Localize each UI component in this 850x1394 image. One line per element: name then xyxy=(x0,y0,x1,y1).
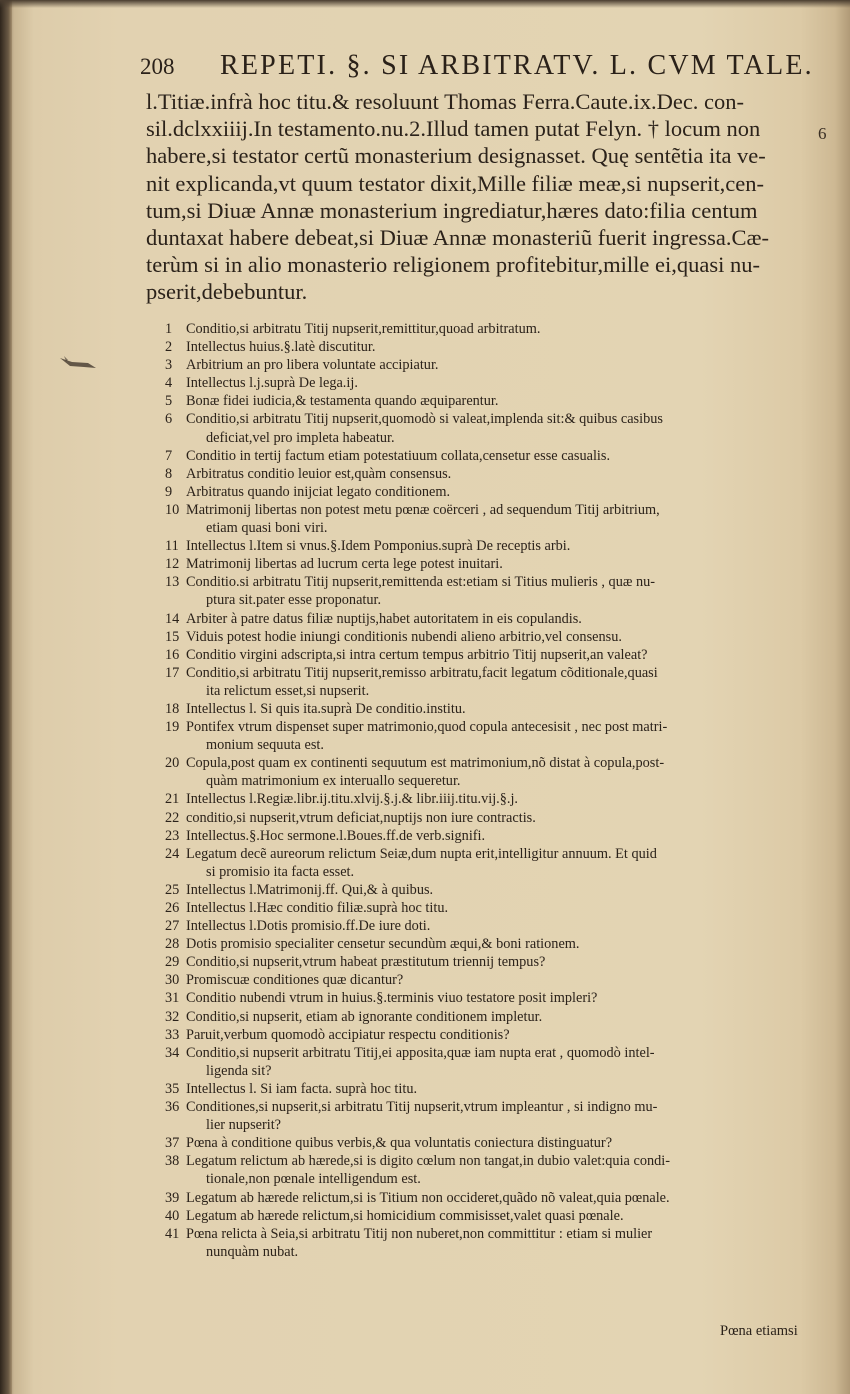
index-item xyxy=(165,1134,815,1152)
index-item-number: 10 xyxy=(165,501,180,518)
index-item-number: 22 xyxy=(165,809,180,826)
index-item-number: 33 xyxy=(165,1026,180,1043)
index-item-number: 25 xyxy=(165,881,180,898)
index-item-text: nunquàm nubat. xyxy=(206,1243,299,1260)
index-item-text: Arbiter à patre datus filiæ nuptijs,habet autoritatem in eis copulandis. xyxy=(186,610,582,627)
index-item xyxy=(165,1098,815,1134)
index-item-text: Intellectus l.Item si vnus.§.Idem Pomponius.suprà De receptis arbi. xyxy=(186,538,571,555)
index-item-text: Intellectus l.j.suprà De lega.ij. xyxy=(186,375,358,392)
index-item-number: 28 xyxy=(165,936,180,953)
index-item-text: Conditio,si nupserit,vtrum habeat præstitutum triennij tempus? xyxy=(186,954,546,971)
index-item xyxy=(165,700,815,718)
index-item xyxy=(165,718,815,754)
index-item-text: Intellectus l.Regiæ.libr.ij.titu.xlvij.§.j.& libr.iiij.titu.vij.§.j. xyxy=(186,791,519,808)
index-item-text: Viduis potest hodie iniungi conditionis nubendi alieno arbitrio,vel consensu. xyxy=(186,628,622,645)
index-item xyxy=(165,917,815,935)
index-item-text: Intellectus huius.§.latè discutitur. xyxy=(186,339,376,356)
index-item-number: 12 xyxy=(165,556,180,573)
catchword: Pœna etiamsi xyxy=(720,1323,798,1339)
index-item xyxy=(165,1189,815,1207)
index-item-text: Pœna à conditione quibus verbis,& qua voluntatis coniectura distinguatur? xyxy=(186,1135,613,1152)
index-item xyxy=(165,537,815,555)
index-item-text: conditio,si nupserit,vtrum deficiat,nuptijs non iure contractis. xyxy=(186,809,536,826)
index-item-text: ligenda sit? xyxy=(206,1062,272,1079)
index-item xyxy=(165,610,815,628)
index-item-number: 17 xyxy=(165,664,180,681)
index-item-number: 30 xyxy=(165,972,180,989)
main-text-line: l.Titiæ.infrà hoc titu.& resoluunt Thomas Ferra.Caute.ix.Dec. con- xyxy=(146,89,745,114)
index-item-text: Arbitratus quando inijciat legato conditionem. xyxy=(186,483,451,500)
index-item xyxy=(165,935,815,953)
index-item-text: Copula,post quam ex continenti sequutum est matrimonium,nõ distat à copula,post- xyxy=(186,755,665,772)
index-item xyxy=(165,1008,815,1026)
index-item-text: Intellectus l. Si quis ita.suprà De conditio.institu. xyxy=(186,700,466,717)
index-item-number: 36 xyxy=(165,1099,180,1116)
index-item-number: 7 xyxy=(165,447,173,464)
index-item xyxy=(165,338,815,356)
index-item-text: monium sequuta est. xyxy=(206,737,324,754)
margin-note: 6 xyxy=(818,124,827,143)
index-item xyxy=(165,628,815,646)
index-item-text: Conditio.si arbitratu Titij nupserit,remittenda est:etiam si Titius mulieris , quæ nu- xyxy=(186,574,656,591)
index-item-text: Pontifex vtrum dispenset super matrimonio,quod copula antecesisit , nec post matri- xyxy=(186,719,668,736)
index-item-number: 11 xyxy=(165,538,179,555)
main-text-line: tum,si Diuæ Annæ monasterium ingrediatur,hæres dato:filia centum xyxy=(146,197,758,223)
index-item-text: Conditio,si nupserit arbitratu Titij,ei apposita,quæ iam nupta erat , quomodò intel- xyxy=(186,1044,655,1061)
index-item xyxy=(165,1044,815,1080)
main-text-block xyxy=(146,88,816,306)
summary-index-list xyxy=(165,320,815,1261)
index-item-text: Promiscuæ conditiones quæ dicantur? xyxy=(186,972,404,989)
top-shadow xyxy=(0,0,850,8)
index-item xyxy=(165,953,815,971)
index-item-text: ita relictum esset,si nupserit. xyxy=(206,682,370,699)
index-item-text: Conditio virgini adscripta,si intra certum tempus arbitrio Titij nupserit,an valeat? xyxy=(186,646,648,663)
index-item xyxy=(165,1080,815,1098)
index-item-number: 40 xyxy=(165,1207,180,1224)
index-item-text: Intellectus l. Si iam facta. suprà hoc titu. xyxy=(186,1080,418,1097)
index-item-number: 27 xyxy=(165,918,180,935)
index-item-number: 37 xyxy=(165,1135,180,1152)
index-item-number: 15 xyxy=(165,628,180,645)
index-item-text: Conditio in tertij factum etiam potestatiuum collata,censetur esse casualis. xyxy=(186,447,611,464)
index-item-number: 24 xyxy=(165,845,180,862)
index-item-text: deficiat,vel pro impleta habeatur. xyxy=(206,429,395,446)
index-item-number: 5 xyxy=(165,393,173,410)
index-item-text: tionale,non pœnale intelligendum est. xyxy=(206,1171,421,1188)
index-item-text: Matrimonij libertas ad lucrum certa lege potest inuitari. xyxy=(186,556,503,573)
index-item-text: Matrimonij libertas non potest metu pœnæ coërceri , ad sequendum Titij arbitrium, xyxy=(186,501,660,518)
page-binding-edge xyxy=(0,0,12,1394)
index-item xyxy=(165,356,815,374)
index-item-text: ptura sit.pater esse proponatur. xyxy=(206,592,382,609)
index-item xyxy=(165,989,815,1007)
index-item-text: quàm matrimonium ex interuallo sequeretur. xyxy=(206,773,461,790)
index-item xyxy=(165,573,815,609)
index-item-number: 13 xyxy=(165,574,180,591)
index-item-number: 16 xyxy=(165,646,180,663)
index-item xyxy=(165,899,815,917)
index-item xyxy=(165,1225,815,1261)
main-text-line: habere,si testator certũ monasterium designasset. Quę sentẽtia ita ve- xyxy=(146,143,766,169)
index-item-text: si promisio ita facta esset. xyxy=(206,863,355,880)
index-item-number: 18 xyxy=(165,700,180,717)
index-item-number: 1 xyxy=(165,321,173,337)
index-item-number: 41 xyxy=(165,1225,180,1242)
index-item xyxy=(165,881,815,899)
index-item xyxy=(165,754,815,790)
main-text-line: duntaxat habere debeat,si Diuæ Annæ monasteriũ fuerit ingressa.Cæ- xyxy=(146,225,769,251)
index-item-text: Paruit,verbum quomodò accipiatur respectu conditionis? xyxy=(186,1026,510,1043)
main-text-line: nit explicanda,vt quum testator dixit,Mille filiæ meæ,si nupserit,cen- xyxy=(146,170,765,196)
index-item xyxy=(165,790,815,808)
index-item-text: Legatum ab hærede relictum,si is Titium non occideret,quãdo nõ valeat,quia pœnale. xyxy=(186,1189,670,1206)
index-item xyxy=(165,465,815,483)
index-item-number: 9 xyxy=(165,483,173,500)
index-item-number: 39 xyxy=(165,1189,180,1206)
index-item-text: Intellectus l.Dotis promisio.ff.De iure doti. xyxy=(186,918,431,935)
main-text-line: pserit,debebuntur. xyxy=(146,279,308,305)
index-item-text: Pœna relicta à Seia,si arbitratu Titij non nuberet,non committitur : etiam si mulier xyxy=(186,1225,653,1242)
index-item-text: lier nupserit? xyxy=(206,1117,282,1134)
index-item-number: 6 xyxy=(165,411,173,428)
index-item-number: 32 xyxy=(165,1008,180,1025)
index-item xyxy=(165,447,815,465)
index-item xyxy=(165,845,815,881)
index-item xyxy=(165,646,815,664)
index-item-text: Conditiones,si nupserit,si arbitratu Titij nupserit,vtrum impleantur , si indigno mu- xyxy=(186,1099,658,1116)
index-item xyxy=(165,501,815,537)
index-item-text: Dotis promisio specialiter censetur secundùm æqui,& boni rationem. xyxy=(186,936,580,953)
index-item xyxy=(165,483,815,501)
index-item-text: Intellectus.§.Hoc sermone.l.Boues.ff.de verb.signifi. xyxy=(186,827,486,844)
index-item-text: Bonæ fidei iudicia,& testamenta quando æquiparentur. xyxy=(186,393,499,410)
index-item-number: 38 xyxy=(165,1153,180,1170)
running-head: REPETI. §. SI ARBITRATV. L. CVM TALE. xyxy=(220,50,814,81)
index-item xyxy=(165,1026,815,1044)
index-item-number: 14 xyxy=(165,610,180,627)
page-number: 208 xyxy=(140,54,175,79)
index-item xyxy=(165,971,815,989)
index-item-number: 26 xyxy=(165,900,180,916)
index-item xyxy=(165,1152,815,1188)
index-item-number: 23 xyxy=(165,827,180,844)
index-item-number: 29 xyxy=(165,954,180,971)
index-item-text: etiam quasi boni viri. xyxy=(206,520,328,537)
index-item-text: Arbitrium an pro libera voluntate accipiatur. xyxy=(186,357,439,374)
index-item-number: 8 xyxy=(165,465,173,482)
index-item-text: Intellectus l.Hæc conditio filiæ.suprà hoc titu. xyxy=(186,900,449,916)
index-item-text: Legatum relictum ab hærede,si is digito cœlum non tangat,in dubio valet:quia condi- xyxy=(186,1153,670,1170)
index-item-text: Legatum decẽ aureorum relictum Seiæ,dum nupta erit,intelligitur annuum. Et quid xyxy=(186,845,657,862)
index-item-number: 19 xyxy=(165,719,180,736)
index-item-number: 21 xyxy=(165,791,180,808)
index-item-text: Conditio,si arbitratu Titij nupserit,quomodò si valeat,implenda sit:& quibus casibus xyxy=(186,411,663,428)
index-item-text: Arbitratus conditio leuior est,quàm consensus. xyxy=(186,465,452,482)
index-item-number: 2 xyxy=(165,339,173,356)
index-item-text: Conditio,si arbitratu Titij nupserit,remittitur,quoad arbitratum. xyxy=(186,321,541,337)
index-item-text: Intellectus l.Matrimonij.ff. Qui,& à quibus. xyxy=(186,881,434,898)
index-item xyxy=(165,827,815,845)
index-item xyxy=(165,410,815,446)
index-item xyxy=(165,374,815,392)
index-item xyxy=(165,1207,815,1225)
index-item-number: 35 xyxy=(165,1080,180,1097)
index-item-number: 20 xyxy=(165,755,180,772)
index-item-text: Legatum ab hærede relictum,si homicidium commisisset,valet quasi pœnale. xyxy=(186,1207,624,1224)
index-item xyxy=(165,555,815,573)
main-text-line: sil.dclxxiiij.In testamento.nu.2.Illud tamen putat Felyn. † locum non xyxy=(146,116,761,142)
page-header xyxy=(140,50,814,84)
index-item-text: Conditio,si arbitratu Titij nupserit,remisso arbitratu,facit legatum cõditionale,quasi xyxy=(186,664,658,681)
index-item-number: 34 xyxy=(165,1044,180,1061)
index-item xyxy=(165,392,815,410)
index-item-number: 4 xyxy=(165,375,173,392)
main-text-line: terùm si in alio monasterio religionem profitebitur,mille ei,quasi nu- xyxy=(146,252,760,278)
index-item-text: Conditio nubendi vtrum in huius.§.terminis viuo testatore posit impleri? xyxy=(186,990,598,1007)
index-item xyxy=(165,809,815,827)
index-item xyxy=(165,664,815,700)
index-item-number: 3 xyxy=(165,357,173,374)
index-item-number: 31 xyxy=(165,990,180,1007)
index-item-text: Conditio,si nupserit, etiam ab ignorante conditionem impletur. xyxy=(186,1008,543,1025)
ink-stain-mark xyxy=(58,354,98,374)
index-item xyxy=(165,320,815,338)
